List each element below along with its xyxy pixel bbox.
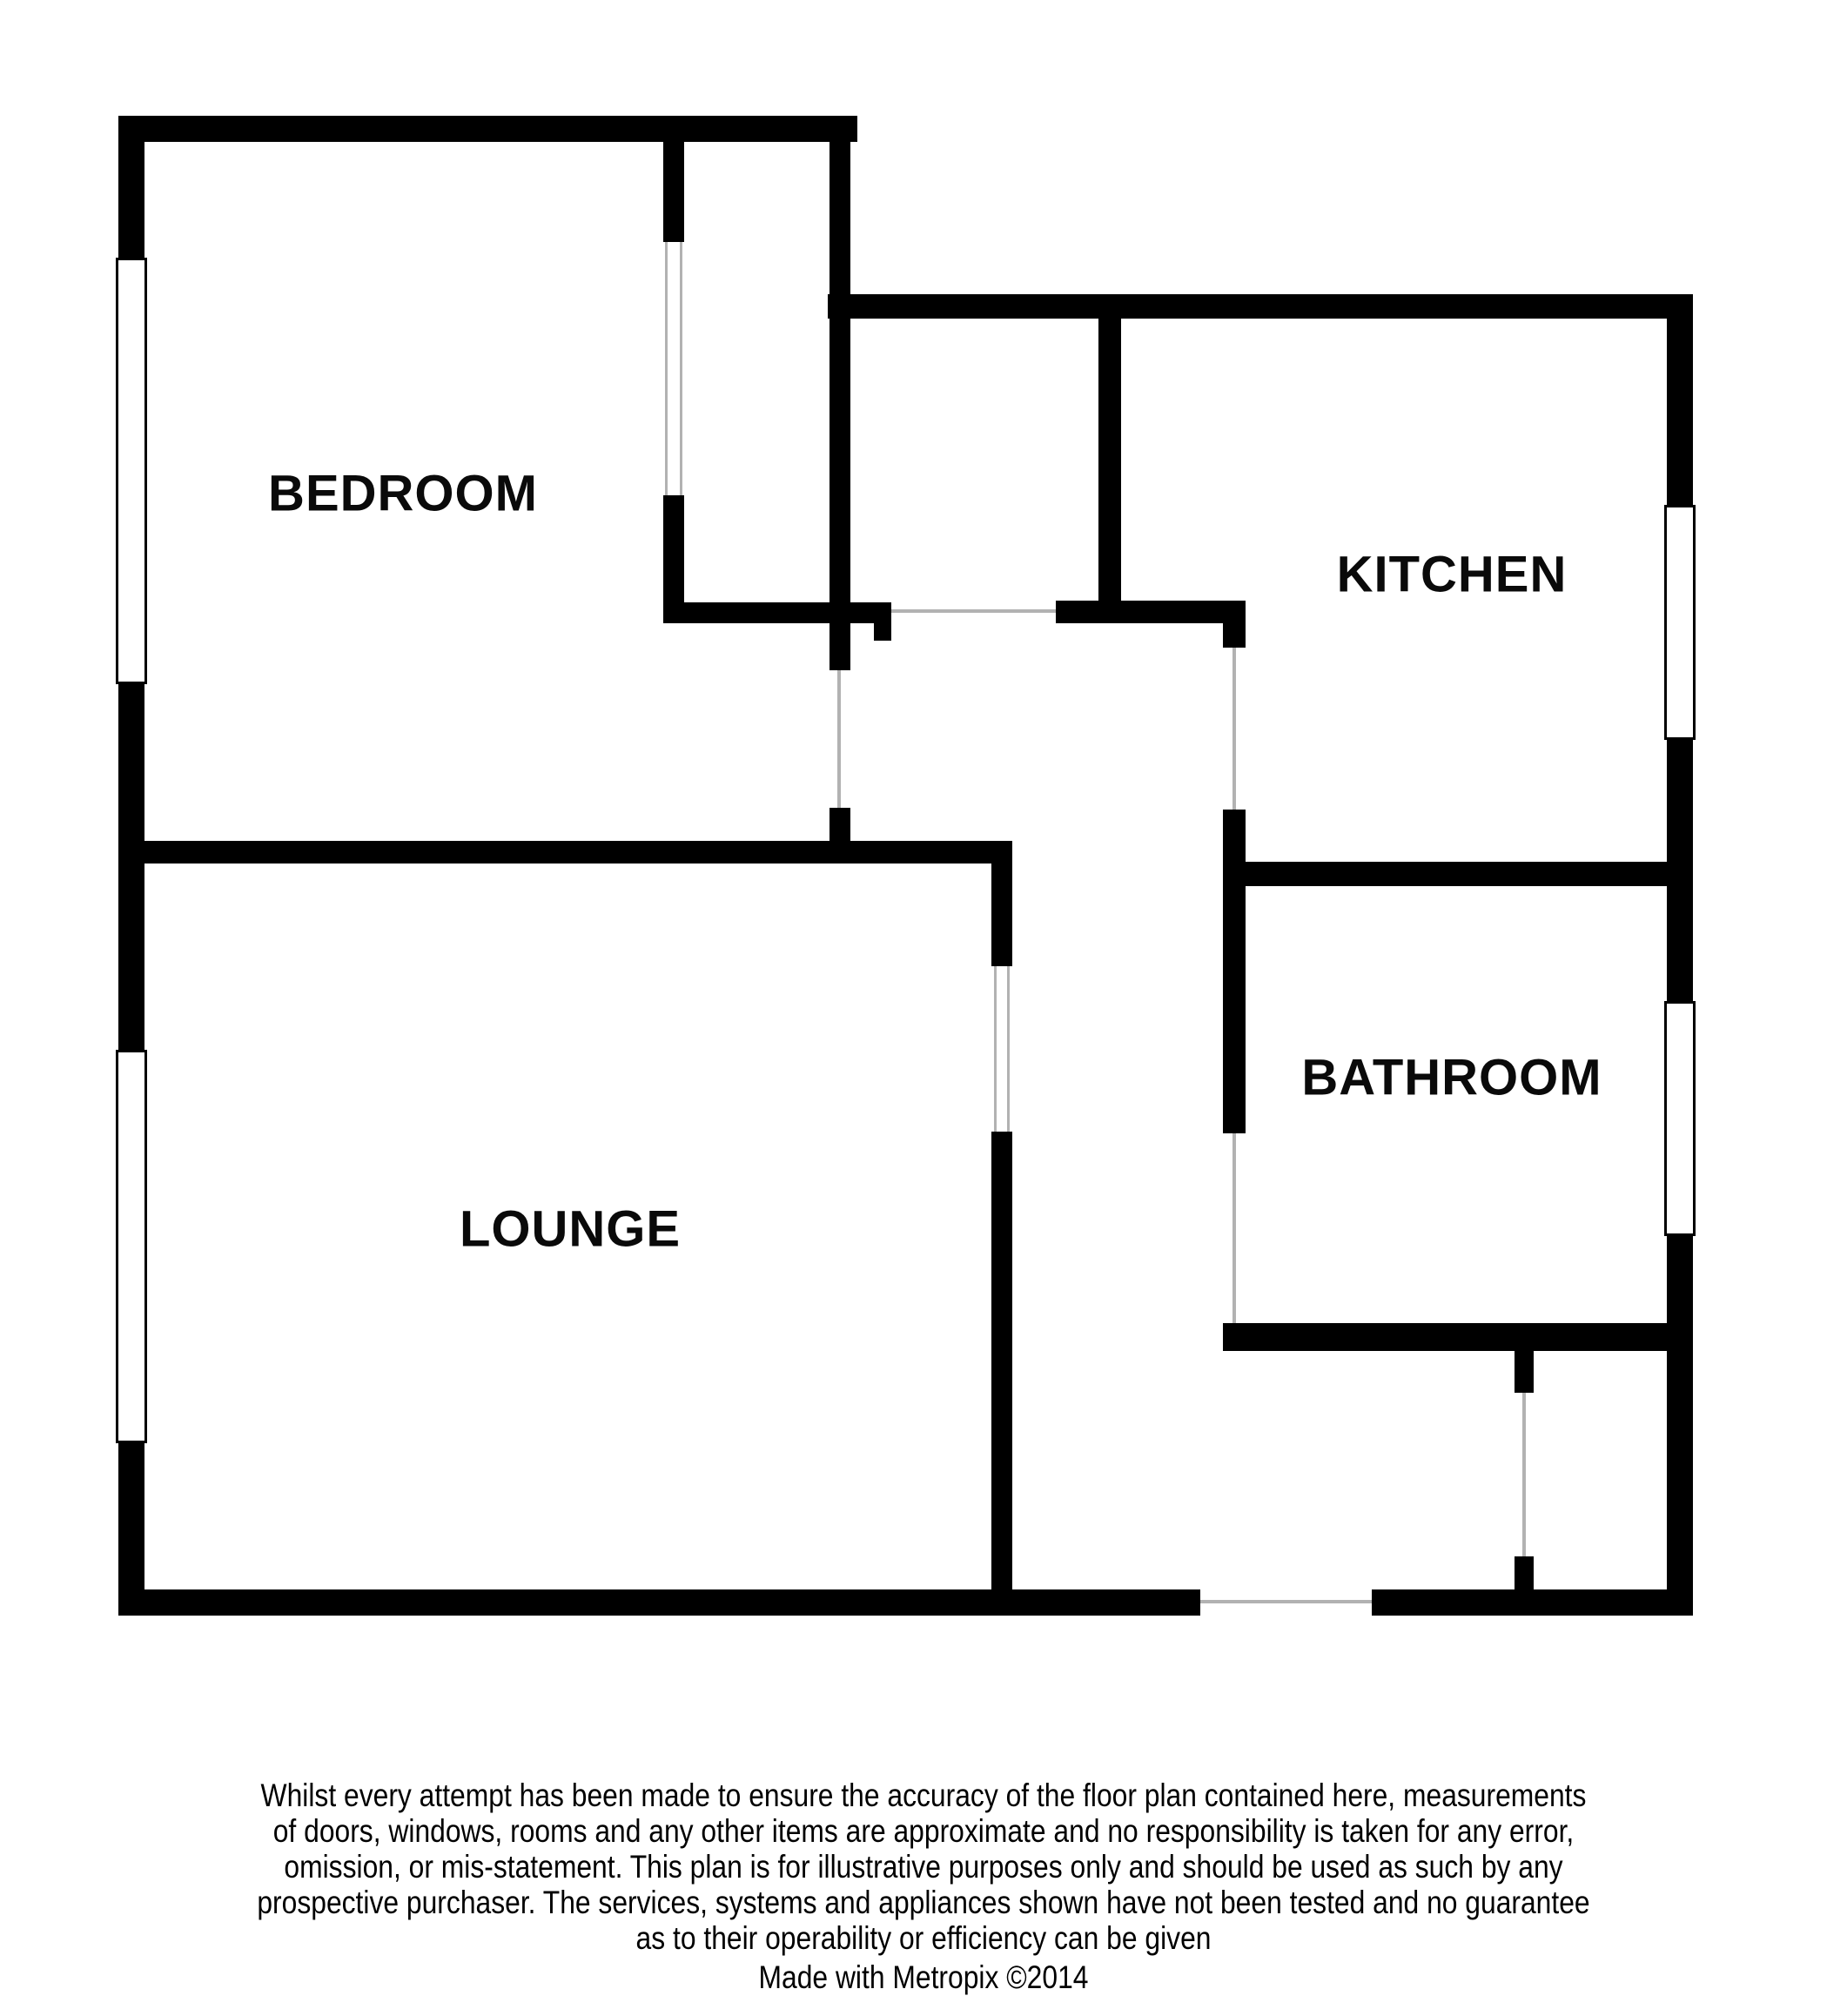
lounge-window-icon (116, 1050, 147, 1443)
front-door-icon (1200, 1600, 1372, 1603)
right-exterior-wall (1667, 294, 1693, 1616)
hall-bottom-wall (1056, 601, 1246, 623)
disclaimer-line: prospective purchaser. The services, systems and appliances shown have not been tested and no guarantee (257, 1885, 1590, 1920)
kitchen-top-wall (828, 294, 1693, 319)
bathroom-door-icon (1232, 1133, 1236, 1323)
disclaimer-line: Whilst every attempt has been made to ensure the accuracy of the floor plan contained here, measurements (260, 1777, 1587, 1813)
room-label-kitchen: KITCHEN (1336, 546, 1568, 603)
disclaimer-line: of doors, windows, rooms and any other items are approximate and no responsibility is taken for any error, (272, 1813, 1575, 1849)
cupboard-wall-stub-top (1515, 1351, 1534, 1393)
bedroom-door-icon (837, 670, 841, 808)
bedroom-lounge-divider (118, 841, 1012, 864)
closet-bottom-wall (663, 602, 891, 623)
disclaimer-line: as to their operability or efficiency can be given (635, 1920, 1212, 1956)
cupboard-wall-stub-bottom (1515, 1556, 1534, 1589)
credit-line: Made with Metropix ©2014 (758, 1959, 1089, 1995)
room-label-lounge: LOUNGE (459, 1200, 682, 1258)
bedroom-right-wall (829, 116, 850, 670)
lounge-right-wall-lower (991, 1132, 1012, 1589)
room-label-bathroom: BATHROOM (1301, 1049, 1602, 1106)
lounge-right-wall-upper (991, 864, 1012, 966)
closet-bottom-end-stub (874, 602, 891, 641)
closet-door-icon (665, 242, 682, 495)
cupboard-door-icon (1522, 1393, 1526, 1556)
room-label-bedroom: BEDROOM (268, 465, 538, 522)
kitchen-bottom-wall (1246, 862, 1667, 886)
bottom-wall-right (1372, 1589, 1693, 1616)
bedroom-window-icon (116, 258, 147, 684)
kitchen-door-icon (1232, 648, 1236, 810)
bottom-wall-left (118, 1589, 1200, 1616)
bathroom-bottom-wall (1223, 1323, 1693, 1351)
kitchen-bathroom-left-wall (1223, 810, 1246, 1133)
disclaimer-line: omission, or mis-statement. This plan is for illustrative purposes only and should be used as such by any (284, 1849, 1563, 1885)
kitchen-left-wall (1098, 306, 1121, 604)
kitchen-entry-stub-top (1223, 601, 1246, 648)
hall-opening-icon (891, 609, 1056, 613)
lounge-door-icon (994, 966, 1010, 1132)
disclaimer-text (130, 1777, 1718, 1956)
bedroom-top-wall (118, 116, 857, 142)
bathroom-window-icon (1664, 1001, 1696, 1236)
closet-left-wall-upper (663, 142, 684, 242)
kitchen-window-icon (1664, 505, 1696, 740)
